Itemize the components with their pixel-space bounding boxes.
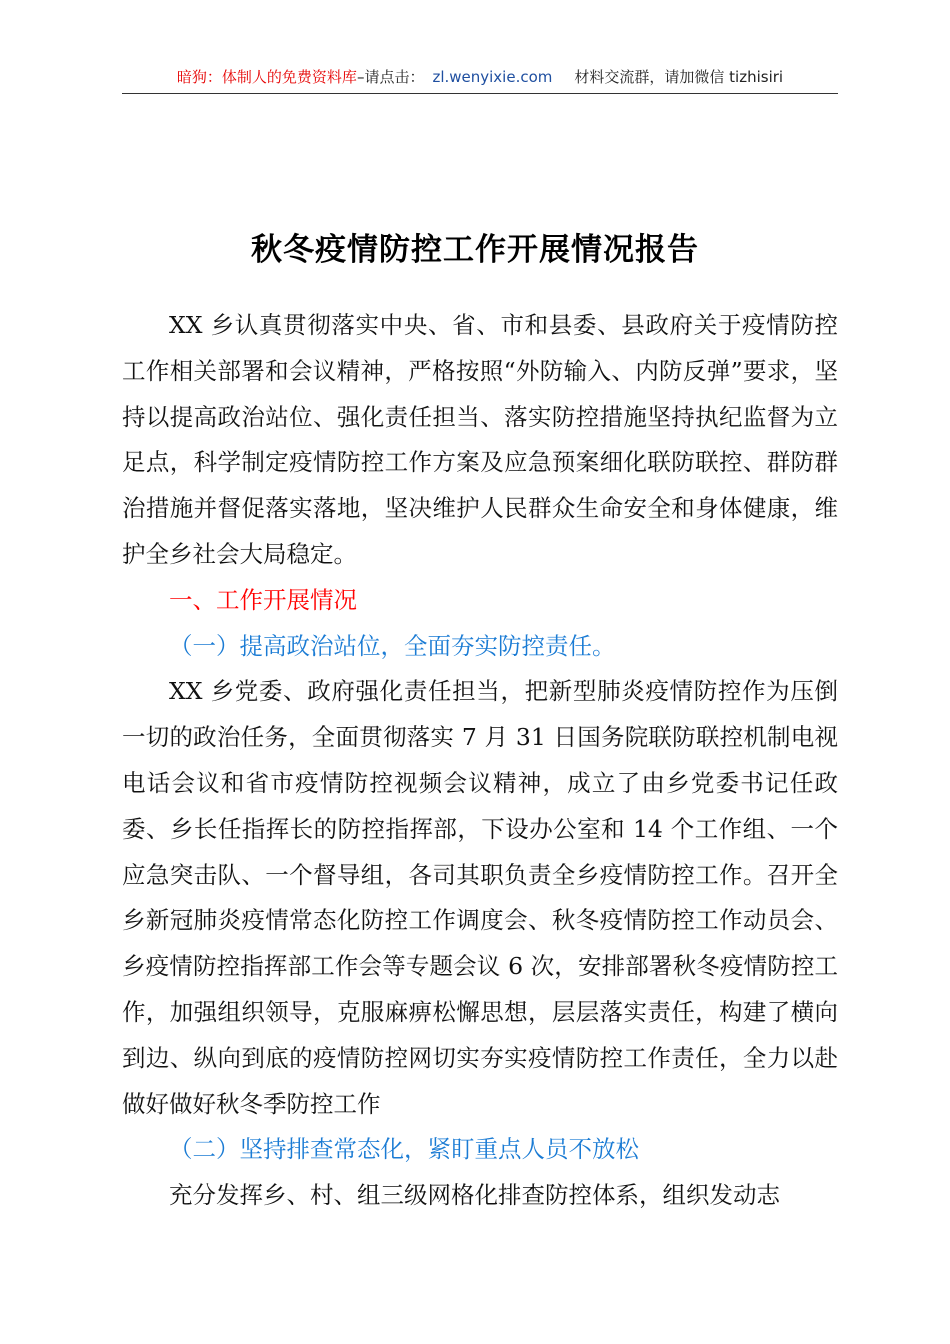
intro-paragraph: XX 乡认真贯彻落实中央、省、市和县委、县政府关于疫情防控工作相关部署和会议精神，严格按照“外防输入、内防反弹”要求，坚持以提高政治站位、强化责任担当、落实防控措施坚持执纪监督为立足点，科学制定疫情防控工作方案及应急预案细化联防联控、群防群治措施并督促落实落地，坚决维护人民群众生命安全和身体健康，维护全乡社会大局稳定。 [122,311,838,568]
header-link[interactable]: zl.wenyixie.com [432,68,553,86]
document-body [122,303,838,1219]
subsection-1-paragraph: XX 乡党委、政府强化责任担当，把新型肺炎疫情防控作为压倒一切的政治任务，全面贯彻落实 7 月 31 日国务院联防联控机制电视电话会议和省市疫情防控视频会议精神，成立了由乡党委书记任政委、乡长任指挥长的防控指挥部，下设办公室和 14 个工作组、一个应急突击队、一个督导组，各司其职负责全乡疫情防控工作。召开全乡新冠肺炎疫情常态化防控工作调度会、秋冬疫情防控工作动员会、乡疫情防控指挥部工作会等专题会议 6 次，安排部署秋冬疫情防控工作，加强组织领导，克服麻痹松懈思想，层层落实责任，构建了横向到边、纵向到底的疫情防控网切实夯实疫情防控工作责任，全力以赴做好做好秋冬季防控工作 [122,677,838,1118]
subsection-heading-2: （二）坚持排查常态化，紧盯重点人员不放松 [169,1135,639,1164]
header-prompt: –请点击： [356,68,425,86]
document-title: 秋冬疫情防控工作开展情况报告 [251,232,699,268]
section-heading-1: 一、工作开展情况 [169,585,357,614]
header-divider [122,93,838,94]
subsection-2-paragraph: 充分发挥乡、村、组三级网格化排查防控体系，组织发动志 [169,1181,780,1210]
header-promo: 暗狗：体制人的免费资料库 [176,68,357,86]
watermark-header [122,66,838,87]
subsection-heading-1: （一）提高政治站位，全面夯实防控责任。 [169,631,616,660]
header-wechat: 材料交流群，请加微信 tizhisiri [574,68,784,86]
